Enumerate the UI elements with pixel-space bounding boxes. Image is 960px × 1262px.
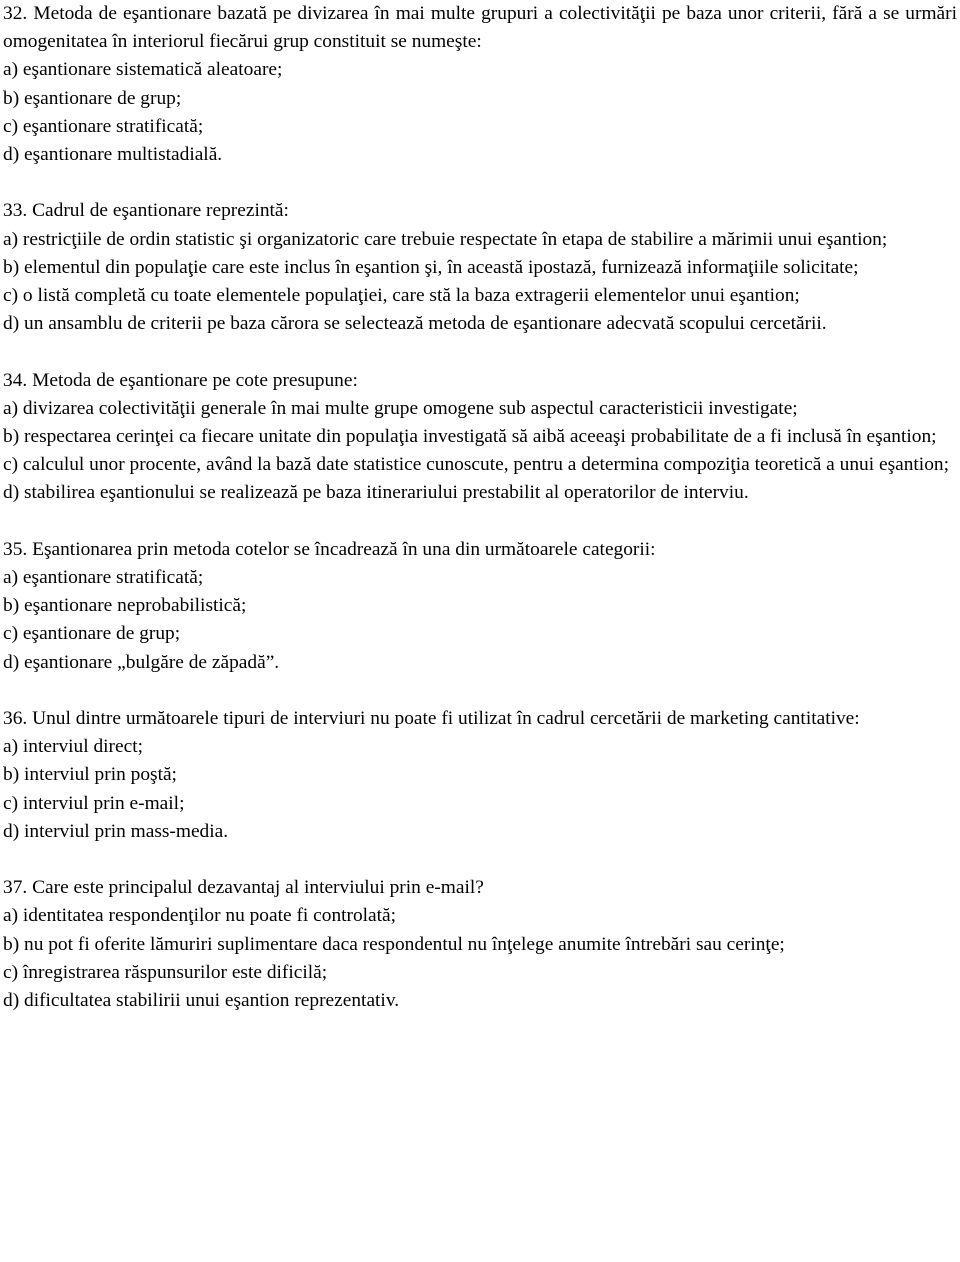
question-number: 33.	[3, 200, 28, 222]
option-c: c) calculul unor procente, având la bază date statistice cunoscute, pentru a determina compoziţia teoretică a unui eşantion;	[3, 454, 949, 476]
question-text: Cadrul de eşantionare reprezintă:	[32, 200, 289, 222]
option-a: a) eşantionare sistematică aleatoare;	[3, 59, 283, 81]
question-stem	[3, 197, 957, 225]
option-c: c) interviul prin e-mail;	[3, 792, 185, 814]
question-number: 36.	[3, 708, 28, 730]
question-text: Unul dintre următoarele tipuri de interviuri nu poate fi utilizat în cadrul cercetării de marketing cantitative:	[32, 708, 860, 730]
option-d: d) eşantionare „bulgăre de zăpadă”.	[3, 651, 280, 673]
option-a: a) divizarea colectivităţii generale în mai multe grupe omogene sub aspectul caracteristicii investigate;	[3, 397, 798, 419]
option-d: d) stabilirea eşantionului se realizează pe baza itinerariului prestabilit al operatorilor de interviu.	[3, 482, 749, 504]
question-37	[3, 874, 957, 1015]
question-number: 34.	[3, 369, 28, 391]
question-number: 35.	[3, 538, 28, 560]
option-a: a) identitatea respondenţilor nu poate fi controlată;	[3, 905, 397, 927]
option-a: a) interviul direct;	[3, 736, 143, 758]
question-stem	[3, 536, 957, 564]
question-36	[3, 705, 957, 846]
option-b: b) eşantionare de grup;	[3, 87, 182, 109]
question-stem	[3, 367, 957, 395]
question-stem	[3, 874, 957, 902]
option-c: c) eşantionare stratificată;	[3, 115, 204, 137]
option-c: c) înregistrarea răspunsurilor este dificilă;	[3, 961, 328, 983]
option-b: b) elementul din populaţie care este inclus în eşantion şi, în această ipostază, furnizează informaţiile solicitate;	[3, 256, 859, 278]
question-text: Metoda de eşantionare pe cote presupune:	[32, 369, 358, 391]
option-b: b) eşantionare neprobabilistică;	[3, 595, 247, 617]
question-35	[3, 536, 957, 677]
question-32	[3, 0, 957, 169]
option-d: d) eşantionare multistadială.	[3, 144, 223, 166]
question-text: Eşantionarea prin metoda cotelor se încadrează în una din următoarele categorii:	[32, 538, 656, 560]
option-c: c) o listă completă cu toate elementele populaţiei, care stă la baza extragerii elementelor unui eşantion;	[3, 285, 800, 307]
option-a: a) eşantionare stratificată;	[3, 567, 204, 589]
question-text: Care este principalul dezavantaj al interviului prin e-mail?	[32, 877, 484, 899]
option-d: d) interviul prin mass-media.	[3, 820, 229, 842]
option-c: c) eşantionare de grup;	[3, 623, 181, 645]
option-b: b) interviul prin poştă;	[3, 764, 177, 786]
question-stem	[3, 705, 957, 733]
option-b: b) respectarea cerinţei ca fiecare unitate din populaţia investigată să aibă aceeaşi probabilitate de a fi inclusă în eşantion;	[3, 426, 937, 448]
document-page	[3, 0, 957, 1015]
question-34	[3, 367, 957, 508]
option-d: d) un ansamblu de criterii pe baza cărora se selectează metoda de eşantionare adecvată scopului cercetării.	[3, 313, 827, 335]
option-a: a) restricţiile de ordin statistic şi organizatoric care trebuie respectate în etapa de stabilire a mărimii unui eşantion;	[3, 228, 888, 250]
question-text: Metoda de eşantionare bazată pe divizarea în mai multe grupuri a colectivităţii pe baza unor criterii, fără a se urmări omogenitatea în interiorul fiecărui grup constituit se numeşte:	[3, 3, 957, 53]
question-stem	[3, 0, 957, 56]
question-number: 37.	[3, 877, 28, 899]
question-number: 32.	[3, 3, 28, 24]
option-d: d) dificultatea stabilirii unui eşantion reprezentativ.	[3, 990, 400, 1012]
question-33	[3, 197, 957, 338]
option-b: b) nu pot fi oferite lămuriri suplimentare daca respondentul nu înţelege anumite întrebări sau cerinţe;	[3, 933, 785, 955]
